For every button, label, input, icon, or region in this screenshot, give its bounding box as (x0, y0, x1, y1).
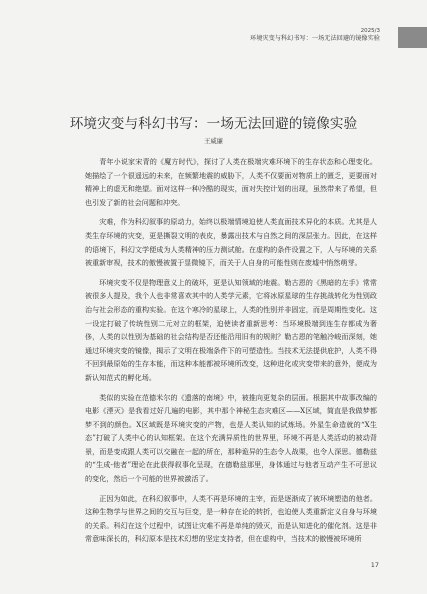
article-title: 环境灾变与科幻书写：一场无法回避的镜像实验 (69, 116, 358, 132)
article-author: 王威廉 (204, 138, 223, 145)
article-body (85, 155, 377, 552)
paragraph: 灾难，作为科幻叙事的原动力，始终以极端情境迫使人类直面技术异化的本质。尤其是人类生存环境的灾变，更是撕裂文明的表皮，暴露出技术与自然之间的深层张力。因此，在这样的语境下，科幻文学便成为人类精神的压力测试舱。在虚构的条件设置之下，人与环境的关系被重新审视，技术的傲慢被置于显微镜下，而关于人自身的可能性则在废墟中悄然萌芽。 (85, 217, 377, 268)
header-tab-bar (398, 27, 427, 48)
running-header (250, 27, 380, 43)
running-title: 环境灾变与科幻书写：一场无法回避的镜像实验 (250, 35, 380, 42)
paragraph: 青年小说家宋青的《魔方时代》，探讨了人类在极端灾难环境下的生存状态和心理变化。她描绘了一个很遥远的未来，在频繁地震的威胁下，人类不仅要面对物质上的匮乏，更要面对精神上的虚无和绝望。面对这样一种冷酷的现实，面对失控计划的出现，虽然带来了希望，但也引发了新的社会问题和冲突。 (85, 157, 377, 207)
page-number: 17 (370, 561, 379, 569)
paragraph: 类似的实验在范德米尔的《遗落的南境》中，被推向更复杂的层面。根据其中故事改编的电影《湮灭》是我看过好几遍的电影，其中那个神秘生态灾难区——X区域，简直是我做梦都梦不到的颜色。X区域既是环境灾变的产物，也是人类认知的试炼场。外星生命造就的“X生态”打破了人类中心的认知框架。在这个充满异质性的世界里，环境不再是人类活动的被动背景，而是变成跟人类可以交融在一起的所在，那种诡异的生态令人战栗，也令人深思。德勒兹的“生成-他者”理论在此获得叙事化呈现，在德勒兹那里，身体通过与他者互动产生不可思议的变化，然后一个可能的世界被激活了。 (85, 392, 377, 484)
issue-number: 2025/3 (360, 28, 380, 34)
paragraph: 环境灾变不仅是物理意义上的破坏，更是认知领域的地震。勒古恩的《黑暗的左手》常常被很多人提及，我个人也非常喜欢其中的人类学元素，它将冰原星球的生存挑战转化为性别政治与社会形态的重构实验。在这个寒冷的星球上，人类的性别并非固定，而是周期性变化。这一设定打破了传统性别二元对立的框架，迫使读者重新思考：当环境极端到连生存都成为奢侈，人类的以性别为基础的社会结构是否还能沿用旧有的规则？勒古恩的笔触冷峻而深刻，她通过环境灾变的镜像，揭示了文明在极端条件下的可塑造性。当技术无法提供庇护，人类不得不回到最原始的生存本能，而这种本能都被环境所改变，这种进化或灾变带来的意外，便成为新认知范式的孵化场。 (85, 277, 377, 382)
paragraph: 正因为如此，在科幻叙事中，人类不再是环境的主宰，而是逐渐成了被环境塑造的他者。这种生物学与世界之间的交互与巨变，是一种存在论的转折，也迫使人类重新定义自身与环境的关系。科幻在这个过程中，试图让灾难不再是单纯的毁灭，而是认知进化的催化剂。这是非常意味深长的，科幻原本是技术幻想的坚定支持者，但在虚构中，当技术的傲慢被环境所 (85, 493, 377, 544)
